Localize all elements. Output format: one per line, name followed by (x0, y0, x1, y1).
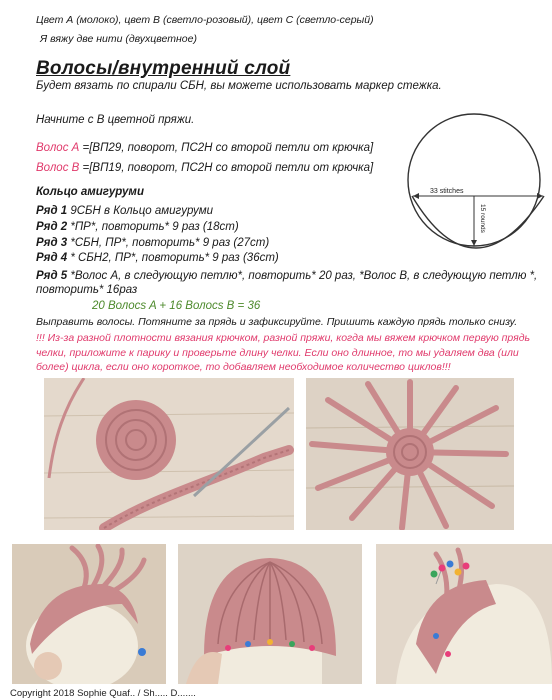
footer-copyright: Copyright 2018 Sophie Quaf.. / Sh..... D....... (10, 688, 196, 699)
strand-b-label: Волос В (36, 162, 80, 174)
strand-b-definition (36, 162, 373, 174)
round-2-text: *ПР*, повторить* 9 раз (18ст) (67, 221, 239, 233)
rounds-heading: Кольцо амигуруми (36, 186, 144, 198)
round-3-label: Ряд 3 (36, 237, 68, 249)
round-1-text: 9СБН в Кольцо амигуруми (67, 205, 213, 217)
height-arrow-head (471, 240, 477, 246)
yarn-line: Я вяжу две нити (двухцветное) (40, 33, 197, 45)
warning-note: !!! Из-за разной плотности вязания крючком, разной пряжи, когда мы вяжем крючком первую прядь челки, приложите к парику и проверьте длину челки. Если оно длинное, то мы удаляем два (или более) цикла, если оно короткое, то добавляем необходимое количество циклов!!! (36, 332, 531, 373)
strand-a-text: =[ВП29, поворот, ПС2Н со второй петли от крючка] (79, 142, 374, 154)
dome-arc (412, 196, 544, 248)
start-instruction: Начните с В цветной пряжи. (36, 114, 195, 126)
wig-pinned-photo (376, 544, 552, 684)
round-3-text: *СБН, ПР*, повторить* 9 раз (27ст) (67, 237, 270, 249)
round-2 (36, 221, 239, 233)
round-1 (36, 205, 213, 217)
round-5-text: *Волос А, в следующую петлю*, повторить* 20 раз, *Волос В, в следующую петлю *, (67, 270, 538, 282)
strand-b-text: =[ВП19, поворот, ПС2Н со второй петли от крючка] (79, 162, 374, 174)
round-1-label: Ряд 1 (36, 205, 68, 217)
section-title: Волосы/внутренний слой (36, 58, 291, 79)
wig-side-photo (12, 544, 166, 684)
strand-a-definition (36, 142, 373, 154)
crochet-spiral-photo (44, 378, 294, 530)
width-label: 33 stitches (430, 188, 464, 195)
round-5-label: Ряд 5 (36, 270, 68, 282)
round-5-continued: повторить* 16раз (36, 284, 138, 296)
dome-diagram (398, 104, 548, 250)
strand-total: 20 Волосs A + 16 Волосs B = 36 (92, 300, 261, 312)
strand-a-label: Волос А (36, 142, 80, 154)
round-2-label: Ряд 2 (36, 221, 68, 233)
section-intro: Будет вязать по спирали СБН, вы можете использовать маркер стежка. (36, 80, 442, 92)
round-4-text: * СБН2, ПР*, повторить* 9 раз (36ст) (67, 252, 279, 264)
hair-strands-flower-photo (306, 378, 514, 530)
height-label: 15 rounds (479, 204, 486, 233)
round-4-label: Ряд 4 (36, 252, 68, 264)
round-3 (36, 237, 269, 249)
wig-front-photo (178, 544, 362, 684)
colors-line: Цвет А (молоко), цвет В (светло-розовый), цвет С (светло-серый) (36, 14, 374, 26)
straighten-note: Выправить волосы. Потяните за прядь и зафиксируйте. Пришить каждую прядь только снизу. (36, 316, 518, 328)
round-5 (36, 270, 546, 282)
round-4 (36, 252, 279, 264)
